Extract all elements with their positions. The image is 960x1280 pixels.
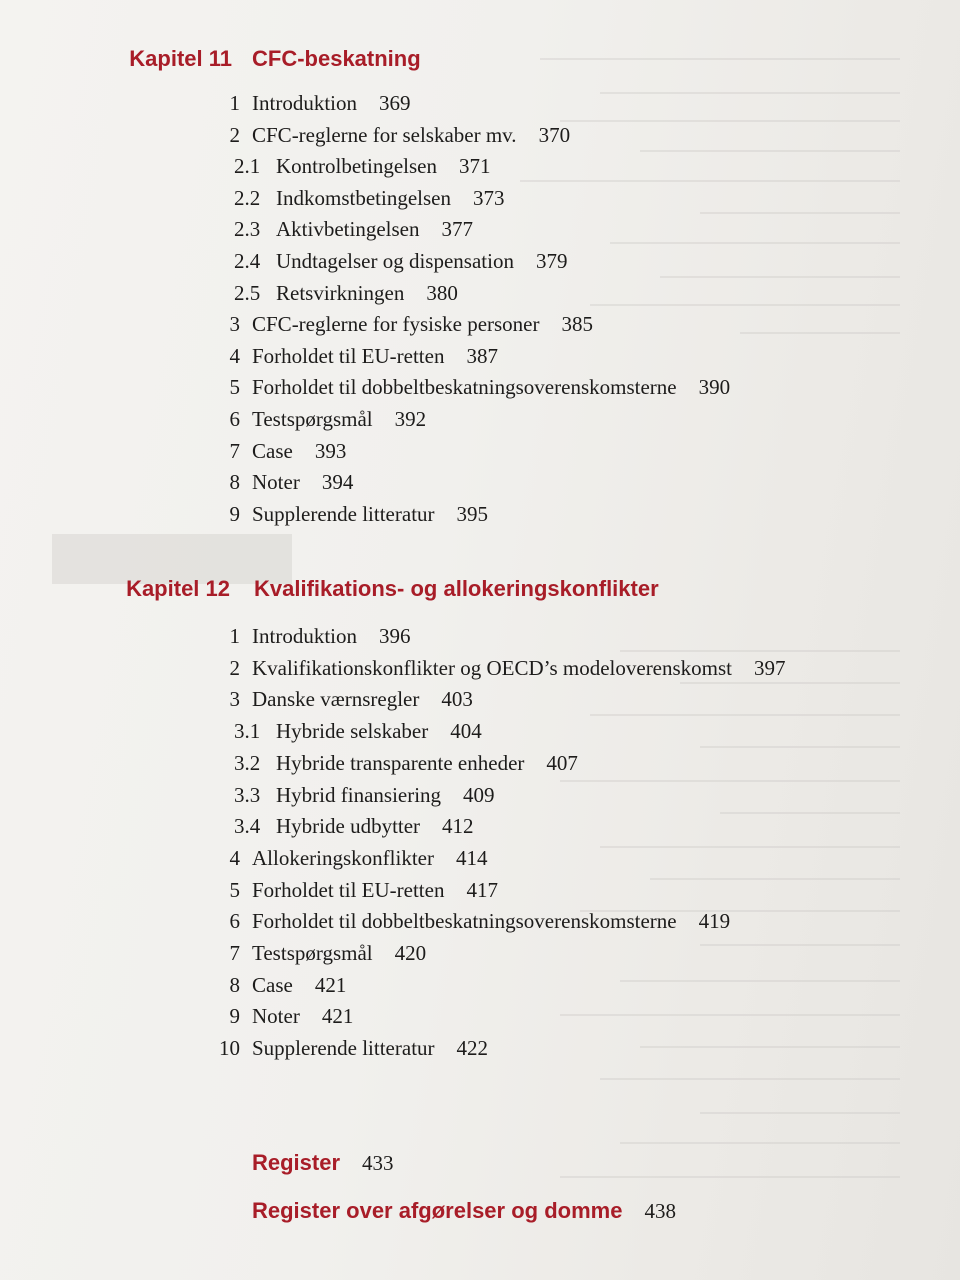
- toc-entry-number: 7: [229, 438, 240, 463]
- toc-entry-page: 371: [458, 154, 491, 179]
- toc-entry: [212, 404, 960, 434]
- toc-entry-number: 1: [229, 91, 240, 115]
- toc-entry-page: 392: [394, 407, 427, 431]
- toc-entry-page: 417: [466, 877, 498, 902]
- toc-entry-title: Forholdet til EU-retten: [252, 877, 445, 902]
- toc-entry-title: Forholdet til dobbeltbeskatningsoverenskomsterne: [252, 375, 677, 400]
- toc-entry-page: 421: [314, 972, 347, 997]
- toc-entry-title: Introduktion: [252, 91, 357, 115]
- toc-entry-title: Undtagelser og dispensation: [276, 249, 514, 273]
- toc-entry: [212, 653, 960, 683]
- toc-entry-text-wrap: [276, 151, 490, 181]
- register-title: Register: [252, 1150, 341, 1175]
- toc-entry-number: 5: [229, 375, 240, 400]
- chapter-title: Kvalifikations- og allokeringskonflikter: [254, 576, 659, 601]
- toc-entry-title: Case: [252, 438, 293, 463]
- toc-entry-title: Allokeringskonflikter: [252, 845, 434, 870]
- register-rulings-title: Register over afgørelser og domme: [252, 1198, 623, 1223]
- toc-entry-text-wrap: [252, 843, 487, 873]
- toc-entry: [212, 467, 960, 497]
- toc-entry-page: 421: [321, 1004, 354, 1029]
- toc-entry-page: 387: [466, 343, 498, 368]
- toc-entry-text-wrap: [252, 436, 346, 466]
- chapter-heading: [0, 576, 960, 610]
- toc-entry-title: Hybrid finansiering: [276, 782, 442, 807]
- toc-entry-title: Forholdet til dobbeltbeskatningsoverenskomsterne: [252, 909, 677, 934]
- toc-entry-text-wrap: [252, 684, 473, 714]
- toc-entry-title: Noter: [252, 1004, 300, 1029]
- toc-entry-title: Testspørgsmål: [252, 407, 373, 431]
- toc-entry-number: 10: [219, 1036, 240, 1061]
- toc-entry-title: Supplerende litteratur: [252, 501, 435, 526]
- toc-entry-text-wrap: [276, 278, 458, 308]
- toc-entry: [212, 780, 960, 810]
- toc-entry-text-wrap: [276, 214, 473, 244]
- toc-entry-number: 9: [229, 1004, 240, 1029]
- toc-entry: [212, 499, 960, 529]
- toc-entry-title: Introduktion: [252, 624, 357, 648]
- toc-entry-text-wrap: [276, 183, 504, 213]
- toc-entry: [212, 151, 960, 181]
- toc-entry: [212, 246, 960, 276]
- toc-entry-page: 414: [455, 845, 488, 870]
- toc-entry-number: 3.4: [234, 814, 261, 839]
- toc-entry: [212, 811, 960, 841]
- show-through-line: [700, 1112, 900, 1114]
- toc-entry: [212, 436, 960, 466]
- toc-entry-page: 377: [441, 217, 473, 242]
- toc-entry-title: Danske værnsregler: [252, 687, 420, 712]
- chapter-title: CFC-beskatning: [252, 46, 421, 71]
- toc-entry-number: 4: [229, 845, 240, 870]
- toc-entry-number: 3: [229, 312, 240, 337]
- toc-entry: [212, 1001, 960, 1031]
- toc-entry-text-wrap: [276, 246, 567, 276]
- toc-entry-number: 3.3: [234, 782, 261, 807]
- chapter-heading: [0, 46, 960, 80]
- toc-entry-text-wrap: [252, 970, 346, 1000]
- toc-entry-title: Supplerende litteratur: [252, 1036, 435, 1061]
- toc-entry-number: 2: [229, 655, 240, 680]
- toc-entry-number: 3.2: [234, 750, 261, 775]
- show-through-line: [620, 1142, 900, 1144]
- toc-entry: [212, 970, 960, 1000]
- toc-entry-number: 2: [229, 122, 240, 147]
- toc-entry-title: Aktivbetingelsen: [276, 217, 420, 242]
- register-rulings-entry: [252, 1198, 676, 1224]
- show-through-line: [560, 1176, 900, 1178]
- toc-entry-text-wrap: [252, 1001, 353, 1031]
- toc-entry: [212, 1033, 960, 1063]
- toc-entry-text-wrap: [252, 309, 593, 339]
- toc-entry-text-wrap: [252, 1033, 488, 1063]
- toc-entry: [212, 341, 960, 371]
- toc-entry-number: 2.3: [234, 217, 261, 242]
- toc-entry-text-wrap: [252, 372, 730, 402]
- toc-entry: [212, 278, 960, 308]
- toc-entry-number: 2.4: [234, 249, 261, 273]
- toc-entry: [212, 372, 960, 402]
- toc-entry-page: 369: [379, 91, 411, 115]
- toc-entry-title: Kontrolbetingelsen: [276, 154, 437, 179]
- toc-entry: [212, 621, 960, 651]
- toc-entry-text-wrap: [252, 499, 488, 529]
- toc-entry-number: 5: [229, 877, 240, 902]
- chapter-label: Kapitel 11: [129, 46, 232, 71]
- toc-entry-text-wrap: [276, 748, 578, 778]
- toc-entry-number: 6: [229, 407, 240, 431]
- register-rulings-page: 438: [644, 1199, 676, 1223]
- register-entry: [252, 1150, 394, 1176]
- toc-entry-number: 2.1: [234, 154, 261, 179]
- toc-entry-text-wrap: [252, 621, 411, 651]
- toc-entry-text-wrap: [276, 716, 482, 746]
- toc-entry-title: Hybride selskaber: [276, 719, 429, 744]
- toc-entry-title: Hybride udbytter: [276, 814, 421, 839]
- toc-entry-page: 409: [463, 782, 495, 807]
- toc-entry-title: Hybride transparente enheder: [276, 750, 525, 775]
- toc-entry-page: 379: [535, 249, 568, 273]
- toc-entry: [212, 843, 960, 873]
- toc-entry-page: 373: [472, 185, 505, 210]
- toc-entry-page: 385: [561, 312, 593, 337]
- toc-entry-title: Noter: [252, 470, 300, 495]
- toc-entry-page: 380: [426, 280, 458, 305]
- toc-entry-page: 393: [314, 438, 347, 463]
- toc-entry-page: 395: [456, 501, 489, 526]
- toc-entry-number: 3: [229, 687, 240, 712]
- toc-entry-text-wrap: [252, 404, 426, 434]
- toc-entry-title: Testspørgsmål: [252, 941, 373, 965]
- show-through-line: [600, 1078, 900, 1080]
- toc-entry: [212, 309, 960, 339]
- toc-entry: [212, 120, 960, 150]
- toc-entry-text-wrap: [252, 653, 786, 683]
- toc-entry-number: 3.1: [234, 719, 261, 744]
- toc-entry: [212, 906, 960, 936]
- toc-entry-page: 370: [538, 122, 571, 147]
- toc-entry-number: 1: [229, 624, 240, 648]
- toc-entry: [212, 214, 960, 244]
- toc-entry-number: 9: [229, 501, 240, 526]
- toc-entry-page: 420: [394, 941, 427, 965]
- toc-entry: [212, 684, 960, 714]
- toc-entry-title: Indkomstbetingelsen: [276, 185, 451, 210]
- register-page: 433: [362, 1151, 394, 1175]
- toc-entry-title: CFC-reglerne for fysiske personer: [252, 312, 540, 337]
- toc-entry-number: 7: [229, 941, 240, 965]
- toc-entry-number: 6: [229, 909, 240, 934]
- toc-entry-text-wrap: [252, 120, 570, 150]
- toc-entry-page: 396: [379, 624, 411, 648]
- toc-entry: [212, 875, 960, 905]
- toc-entry-page: 412: [442, 814, 474, 839]
- toc-entry-text-wrap: [276, 811, 474, 841]
- toc-entry-page: 419: [698, 909, 731, 934]
- toc-entry-text-wrap: [252, 467, 353, 497]
- toc-entry-text-wrap: [276, 780, 495, 810]
- toc-entry-title: Kvalifikationskonflikter og OECD’s modeloverenskomst: [252, 655, 733, 680]
- toc-entry-number: 8: [229, 972, 240, 997]
- toc-entry-number: 8: [229, 470, 240, 495]
- toc-entry-page: 390: [698, 375, 731, 400]
- toc-entry-number: 2.2: [234, 185, 261, 210]
- toc-entry: [212, 716, 960, 746]
- toc-entry-text-wrap: [252, 88, 411, 118]
- toc-entry: [212, 88, 960, 118]
- toc-entry-title: Case: [252, 972, 293, 997]
- toc-entry-page: 394: [321, 470, 354, 495]
- toc-entry-title: Forholdet til EU-retten: [252, 343, 445, 368]
- toc-entry-text-wrap: [252, 938, 426, 968]
- toc-entry-number: 2.5: [234, 280, 261, 305]
- toc-entry-title: CFC-reglerne for selskaber mv.: [252, 122, 517, 147]
- toc-entry-page: 403: [441, 687, 473, 712]
- toc-entry-number: 4: [229, 343, 240, 368]
- toc-entry-text-wrap: [252, 341, 498, 371]
- toc-entry-page: 404: [450, 719, 482, 744]
- toc-entry: [212, 938, 960, 968]
- toc-entry: [212, 183, 960, 213]
- toc-entry-text-wrap: [252, 875, 498, 905]
- toc-entry-title: Retsvirkningen: [276, 280, 405, 305]
- toc-entry: [212, 748, 960, 778]
- toc-entry-page: 422: [456, 1036, 489, 1061]
- toc-entry-page: 397: [754, 655, 786, 680]
- toc-entry-text-wrap: [252, 906, 730, 936]
- chapter-label: Kapitel 12: [126, 576, 230, 601]
- toc-entry-page: 407: [546, 750, 578, 775]
